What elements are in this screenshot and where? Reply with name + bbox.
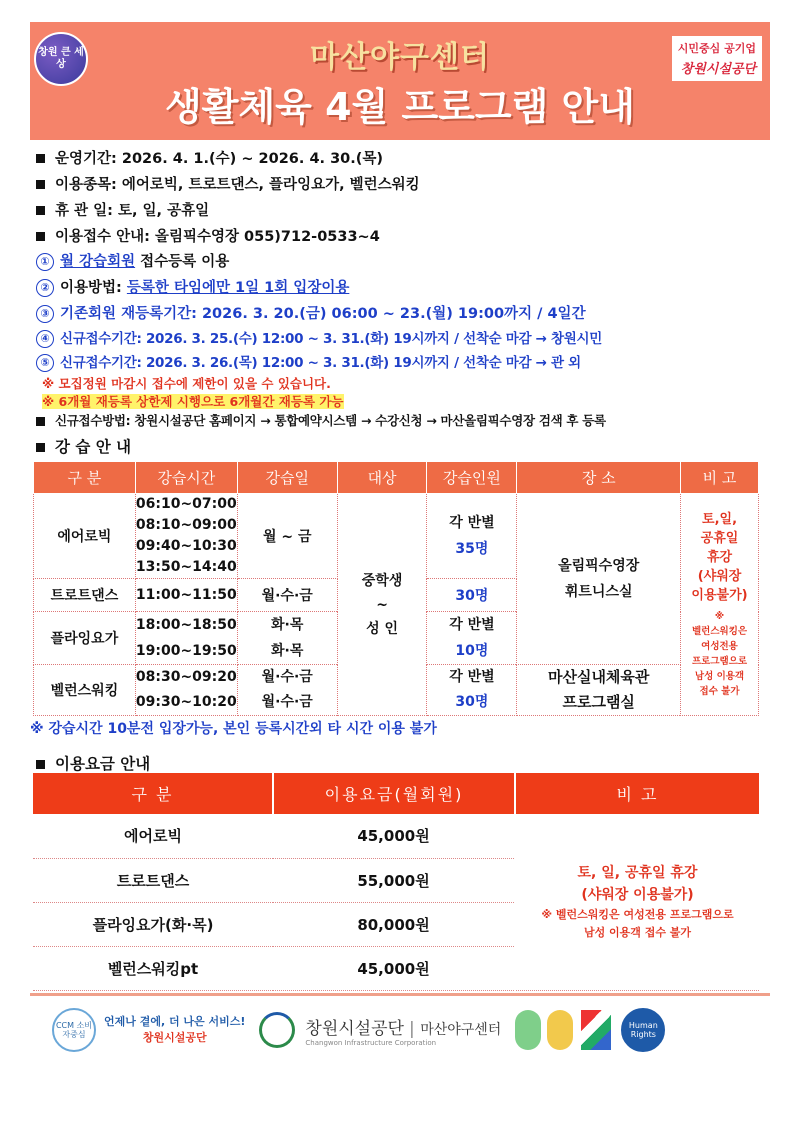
table-row: 플라잉요가 18:00~18:50 19:00~19:50 화·목 화·목 각 반별 10명 [34,612,759,665]
bullet-icon [36,232,45,241]
class-heading: 강 습 안 내 [30,435,770,457]
note-reregistration: ※ 6개월 재등록 상한제 시행으로 6개월간 재등록 가능 [42,394,344,409]
remark-cell: 토,일, 공휴일 휴강 (샤워장 이용불가) ※ 벨런스워킹은 여성전용 프로그램으로 남성 이용객 접수 불가 [681,494,759,716]
bullet-icon [36,417,45,426]
table-row: 트로트댄스 11:00~11:50 월·수·금 30명 [34,579,759,612]
contact-line: 이용접수 안내: 올림픽수영장 055)712-0533~4 [30,225,770,246]
holiday-line: 휴 관 일: 토, 일, 공휴일 [30,199,770,220]
mascot-icon [547,1010,573,1050]
class-note: ※ 강습시간 10분전 입장가능, 본인 등록시간외 타 시간 이용 불가 [30,721,437,737]
human-rights-badge-icon: Human Rights [621,1008,665,1052]
table-row: 플라잉요가(화·목) 80,000원 [33,902,759,946]
method-line: 신규접수방법: 창원시설공단 홈페이지 → 통합예약시스템 → 수강신청 → 마산올림픽수영장 검색 후 등록 [30,411,770,429]
mascot-icon [515,1010,541,1050]
bullet-icon [36,443,45,452]
bullet-icon [36,206,45,215]
info-item-1: ① 월 강습회원 접수등록 이용 [30,250,770,271]
info-item-5: ⑤ 신규접수기간: 2026. 3. 26.(목) 12:00 ~ 3. 31.(화) 19시까지 / 선착순 마감 → 관 외 [30,351,770,372]
city-logo-icon: 창원 큰 세상 [34,32,88,86]
ccm-badge-icon: CCM 소비자중심 [52,1008,96,1052]
slogan: 언제나 곁에, 더 나은 서비스! 창원시설공단 [104,1015,246,1044]
class-table-header: 구 분 강습시간 강습일 대상 강습인원 장 소 비 고 [34,462,759,494]
place-cell: 올림픽수영장 휘트니스실 [517,494,681,665]
info-item-4: ④ 신규접수기간: 2026. 3. 25.(수) 12:00 ~ 3. 31.(화) 19시까지 / 선착순 마감 → 창원시민 [30,327,770,348]
corporation-logo: 시민중심 공기업 창원시설공단 [672,36,762,81]
center-name: 마산야구센터 [310,40,490,75]
table-row: 에어로빅 06:10~07:00 08:10~09:00 09:40~10:30 13:50~14:40 월 ~ 금 중학생 ~ 성 인 각 반별 35명 올림픽수영장 휘트니스실 토,일, 공휴일 휴강 (샤워장 이용불가) ※ 벨런스워킹은 여성전용 프로그램으로 남성 이용객 접수 불가 [34,494,759,579]
table-row: 트로트댄스 55,000원 [33,858,759,902]
fee-table-header: 구 분 이용요금(월회원) 비 고 [33,773,759,814]
corporation-emblem-icon [259,1012,295,1048]
events-line: 이용종목: 에어로빅, 트로트댄스, 플라잉요가, 벨런스워킹 [30,173,770,194]
fee-remark-cell: 토, 일, 공휴일 휴강 (샤워장 이용불가) ※ 벨런스워킹은 여성전용 프로그램으로 남성 이용객 접수 불가 [515,814,759,990]
bullet-icon [36,154,45,163]
target-cell: 중학생 ~ 성 인 [337,494,427,716]
certification-icon [581,1010,611,1050]
fee-heading: 이용요금 안내 [30,752,770,774]
footer-divider [30,993,770,996]
table-row: 벨런스워킹 08:30~09:20 09:30~10:20 월·수·금 월·수·금 각 반별 30명 마산실내체육관 프로그램실 [34,665,759,716]
fee-table [33,773,759,991]
info-item-2: ② 이용방법: 등록한 타임에만 1일 1회 입장이용 [30,276,770,297]
footer [30,1000,770,1060]
header-banner [30,22,770,140]
bullet-icon [36,760,45,769]
page-title: 생활체육 4월 프로그램 안내 [165,85,635,129]
info-item-3: ③ 기존회원 재등록기간: 2026. 3. 20.(금) 06:00 ~ 23.(월) 19:00까지 / 4일간 [30,302,770,323]
class-table [33,461,759,716]
table-row: 벨런스워킹pt 45,000원 [33,946,759,990]
org-name: 창원시설공단 | 마산야구센터 Changwon Infrastructure Corporation [305,1018,502,1047]
table-row: 에어로빅 45,000원 토, 일, 공휴일 휴강 (샤워장 이용불가) ※ 벨런스워킹은 여성전용 프로그램으로 남성 이용객 접수 불가 [33,814,759,858]
monthly-member-link: 월 강습회원 [60,254,136,270]
note-capacity: ※ 모집정원 마감시 접수에 제한이 있을 수 있습니다. [42,376,331,391]
bullet-icon [36,180,45,189]
period-line: 운영기간: 2026. 4. 1.(수) ~ 2026. 4. 30.(목) [30,147,770,168]
